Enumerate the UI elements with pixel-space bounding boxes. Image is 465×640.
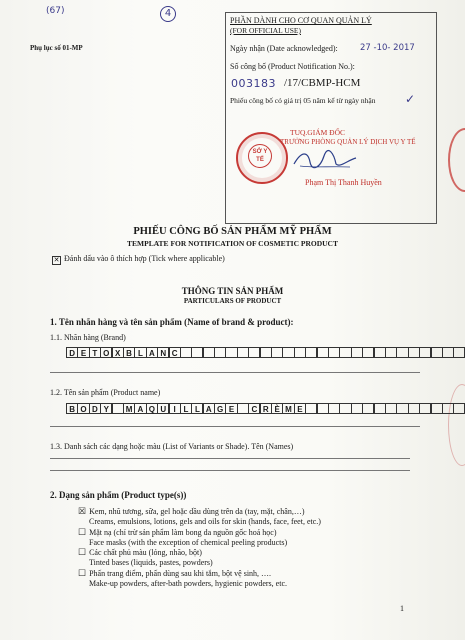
variants-line-2 [50,470,410,471]
edge-seal-icon [448,128,465,192]
product-type-vn: Các chất phủ màu (lỏng, nhão, bột) [89,548,202,557]
grid-cell [248,347,260,358]
validity-note: Phiếu công bố có giá trị 05 năm kể từ ngày nhận [230,96,376,105]
product-type-en: Face masks (with the exception of chemical peeling products) [89,537,288,547]
grid-cell [237,403,249,414]
signer-line-2: TRƯỞNG PHÒNG QUẢN LÝ DỊCH VỤ Y TẾ [280,138,416,146]
grid-cell [442,347,454,358]
grid-cell [385,347,397,358]
grid-cell [453,403,465,414]
notification-number-suffix: /17/CBMP-HCM [284,77,361,89]
grid-cell: E [77,347,89,358]
signer-name: Phạm Thị Thanh Huyền [305,178,382,187]
official-seal-icon [236,132,288,184]
form-title-vn: PHIẾU CÔNG BỐ SẢN PHẨM MỸ PHẨM [133,226,332,237]
brand-underline [50,372,420,373]
grid-cell: A [203,403,215,414]
grid-cell [317,403,329,414]
grid-cell: B [66,403,78,414]
official-subtitle: (FOR OFFICIAL USE) [230,26,301,35]
product-type-item[interactable] [78,568,287,589]
grid-cell [305,347,317,358]
grid-cell: E [225,403,237,414]
product-type-item[interactable] [78,527,287,548]
tick-note-text: Đánh dấu vào ô thích hợp (Tick where applicable) [64,254,225,263]
product-type-item[interactable] [78,547,213,568]
product-type-en: Make-up powders, after-bath powders, hygienic powders, etc. [89,578,287,588]
grid-cell [203,347,215,358]
notification-number-value: 003183 [231,77,276,90]
grid-cell [396,403,408,414]
grid-cell: N [157,347,169,358]
grid-cell: D [66,347,78,358]
grid-cell: L [191,403,203,414]
product-type-checkbox[interactable]: ☐ [78,526,87,537]
grid-cell [271,347,283,358]
form-title-en: TEMPLATE FOR NOTIFICATION OF COSMETIC PRODUCT [127,239,338,248]
grid-cell [339,347,351,358]
grid-cell: O [77,403,89,414]
question-1-2: 1.2. Tên sản phẩm (Product name) [50,388,161,397]
grid-cell: C [169,347,181,358]
grid-cell [282,347,294,358]
grid-cell [453,347,465,358]
product-type-vn: Mặt nạ (chỉ trừ sản phẩm làm bong da nguồn gốc hoá học) [89,527,277,537]
grid-cell: I [169,403,181,414]
grid-cell [328,347,340,358]
product-type-checkbox[interactable]: ☐ [78,567,87,578]
grid-cell [294,347,306,358]
seal-inner [248,144,272,168]
grid-cell [305,403,317,414]
grid-cell [362,347,374,358]
grid-cell [351,403,363,414]
date-acknowledged-label: Ngày nhận (Date acknowledged): [230,44,338,53]
grid-cell: T [89,347,101,358]
appendix-label: Phụ lục số 01-MP [30,44,83,52]
grid-cell [419,403,431,414]
question-1: 1. Tên nhãn hàng và tên sản phẩm (Name of brand & product): [50,317,294,327]
product-type-en: Creams, emulsions, lotions, gels and oils for skin (hands, face, feet, etc.) [89,517,321,526]
grid-cell: L [134,347,146,358]
question-1-3: 1.3. Danh sách các dạng hoặc màu (List of Variants or Shade). Tên (Names) [50,442,294,451]
grid-cell [260,347,272,358]
product-type-en: Tinted bases (liquids, pastes, powders) [89,558,213,567]
grid-cell [339,403,351,414]
grid-cell: C [248,403,260,414]
seal-text: SỞ Y TẾ [252,149,268,163]
question-1-1: 1.1. Nhãn hàng (Brand) [50,333,126,342]
grid-cell [374,403,386,414]
product-type-vn: Kem, nhũ tương, sữa, gel hoặc dầu dùng trên da (tay, mặt, chân,…) [89,507,305,516]
tick-checkbox-icon: ✕ [53,256,60,264]
grid-cell: G [214,403,226,414]
grid-cell: Q [146,403,158,414]
grid-cell [225,347,237,358]
grid-cell [317,347,329,358]
edge-seal-faint-icon [448,384,465,466]
product-type-vn: Phấn trang điểm, phấn dùng sau khi tắm, bột vệ sinh, …. [89,568,272,578]
grid-cell [362,403,374,414]
grid-cell [237,347,249,358]
product-type-checkbox[interactable]: ☐ [78,547,87,557]
circled-number [160,6,176,22]
grid-cell: È [271,403,283,414]
grid-cell [112,403,124,414]
tick-note [52,254,225,265]
grid-cell [328,403,340,414]
product-underline [50,426,420,427]
grid-cell [214,347,226,358]
grid-cell: O [100,347,112,358]
grid-cell: B [123,347,135,358]
grid-cell [431,403,443,414]
product-name-grid [66,403,465,414]
grid-cell: Y [100,403,112,414]
grid-cell: X [112,347,124,358]
grid-cell: A [146,347,158,358]
grid-cell [180,347,192,358]
validity-mark-icon: ✓ [405,92,416,106]
grid-cell: M [123,403,135,414]
grid-cell: A [134,403,146,414]
grid-cell [396,347,408,358]
grid-cell [374,347,386,358]
grid-cell: U [157,403,169,414]
corner-note: (67) [46,6,65,16]
product-type-checkbox[interactable]: ☒ [78,506,87,516]
official-title: PHẦN DÀNH CHO CƠ QUAN QUẢN LÝ [230,16,372,25]
section-title-en: PARTICULARS OF PRODUCT [183,297,282,305]
section-title-vn: THÔNG TIN SẢN PHẨM [181,286,284,296]
grid-cell [442,403,454,414]
signature-icon [290,146,360,172]
grid-cell [408,403,420,414]
grid-cell: R [260,403,272,414]
product-type-item[interactable] [78,506,321,527]
question-2: 2. Dạng sản phẩm (Product type(s)) [50,490,187,500]
notification-number-label: Số công bố (Product Notification No.): [230,62,355,71]
grid-cell [408,347,420,358]
grid-cell: L [180,403,192,414]
grid-cell [191,347,203,358]
grid-cell [419,347,431,358]
date-acknowledged-value: 27 -10- 2017 [360,43,415,53]
grid-cell [385,403,397,414]
grid-cell [431,347,443,358]
grid-cell: E [294,403,306,414]
signer-line-1: TUQ.GIÁM ĐỐC [290,128,345,137]
variants-line-1 [50,458,410,459]
brand-name-grid [66,347,465,358]
grid-cell [351,347,363,358]
page-number: 1 [400,604,404,613]
grid-cell: M [282,403,294,414]
circled-number-text: 4 [164,8,172,19]
grid-cell: D [89,403,101,414]
